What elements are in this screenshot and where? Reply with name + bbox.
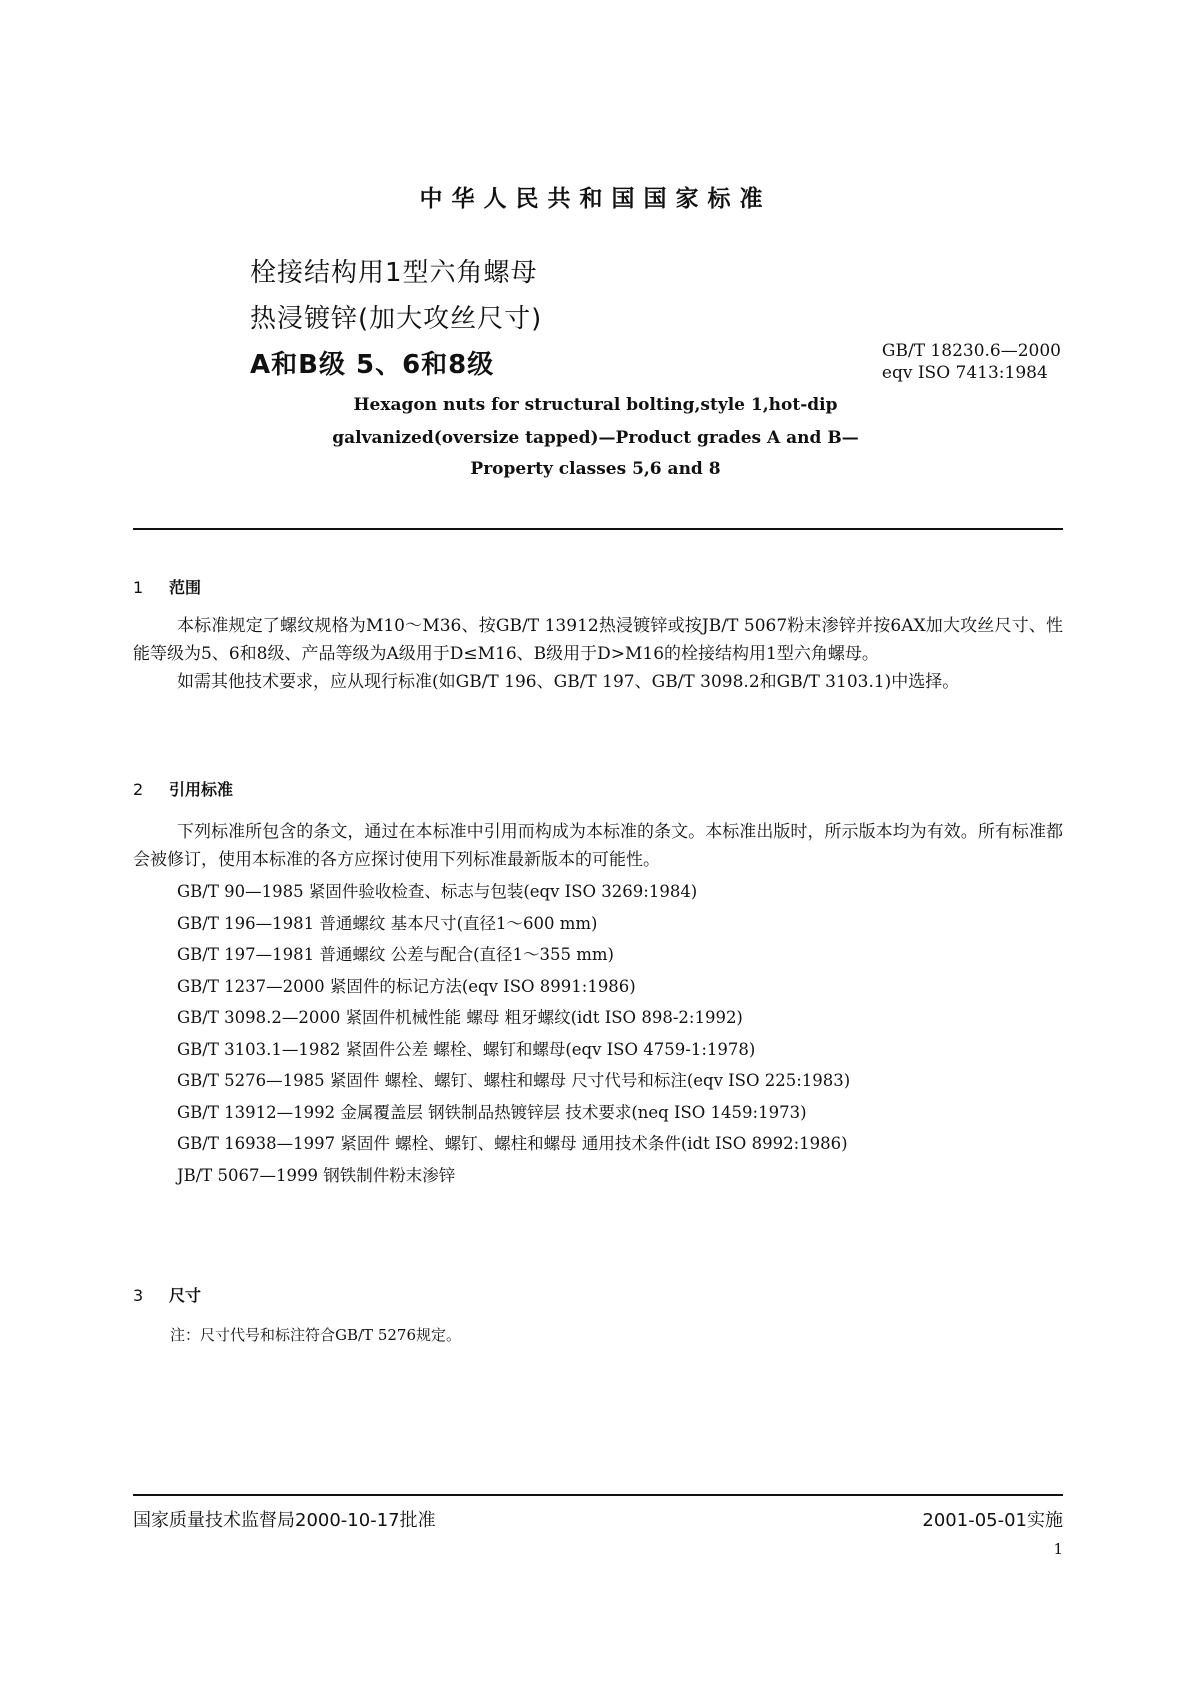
section-1-body [133,612,1063,696]
reference-item: GB/T 3103.1—1982 紧固件公差 螺栓、螺钉和螺母(eqv ISO 4759-1:1978) [177,1039,756,1059]
section-3-note: 注：尺寸代号和标注符合GB/T 5276规定。 [170,1326,462,1344]
section-1-paragraph-1: 本标准规定了螺纹规格为M10～M36、按GB/T 13912热浸镀锌或按JB/T 5067粉末渗锌并按6AX加大攻丝尺寸、性能等级为5、6和8级、产品等级为A级用于D≤M16、B级用于D>M16的栓接结构用1型六角螺母。 [133,616,1063,664]
approval-line: 国家质量技术监督局2000-10-17批准 [133,1510,436,1531]
reference-item: GB/T 90—1985 紧固件验收检查、标志与包装(eqv ISO 3269:1984) [177,882,698,901]
section-2-intro [133,818,1063,874]
title-zh-line3: A和B级 5、6和8级 [250,350,495,380]
title-en-line2: galvanized(oversize tapped)—Product grades A and B— [332,428,859,448]
section-2-heading [133,777,233,800]
national-standard-heading: 中华人民共和国国家标准 [419,186,772,212]
reference-item: GB/T 197—1981 普通螺纹 公差与配合(直径1～355 mm) [177,945,614,964]
reference-item: GB/T 16938—1997 紧固件 螺栓、螺钉、螺柱和螺母 通用技术条件(idt ISO 8992:1986) [177,1134,848,1153]
header-divider [133,528,1063,530]
standard-code-block [882,340,1061,384]
section-2-title: 引用标准 [169,780,234,799]
page-number: 1 [1053,1540,1063,1558]
reference-list [177,876,850,1191]
reference-item: GB/T 1237—2000 紧固件的标记方法(eqv ISO 8991:1986) [177,976,636,996]
section-3-number: 3 [133,1286,144,1305]
reference-item: GB/T 196—1981 普通螺纹 基本尺寸(直径1～600 mm) [177,913,598,933]
section-2-number: 2 [133,780,144,799]
reference-item: JB/T 5067—1999 钢铁制件粉末渗锌 [177,1165,456,1185]
footer-divider [133,1494,1063,1496]
title-en-line1: Hexagon nuts for structural bolting,style 1,hot-dip [353,395,838,415]
effective-date: 2001-05-01实施 [922,1510,1063,1531]
section-3-heading [133,1283,201,1306]
reference-item: GB/T 13912—1992 金属覆盖层 钢铁制品热镀锌层 技术要求(neq ISO 1459:1973) [177,1102,807,1122]
section-2-intro-text: 下列标准所包含的条文，通过在本标准中引用而构成为本标准的条文。本标准出版时，所示版本均为有效。所有标准都会被修订，使用本标准的各方应探讨使用下列标准最新版本的可能性。 [133,822,1063,870]
section-1-paragraph-2: 如需其他技术要求，应从现行标准(如GB/T 196、GB/T 197、GB/T 3098.2和GB/T 3103.1)中选择。 [177,672,960,692]
reference-item: GB/T 3098.2—2000 紧固件机械性能 螺母 粗牙螺纹(idt ISO 898-2:1992) [177,1008,743,1027]
title-en-line3: Property classes 5,6 and 8 [470,459,721,479]
section-1-heading [133,575,201,598]
title-zh-line2: 热浸镀锌(加大攻丝尺寸) [250,304,543,334]
title-zh-line1: 栓接结构用1型六角螺母 [250,258,538,288]
section-1-number: 1 [133,578,144,597]
reference-item: GB/T 5276—1985 紧固件 螺栓、螺钉、螺柱和螺母 尺寸代号和标注(eqv ISO 225:1983) [177,1071,851,1090]
standard-equivalence: eqv ISO 7413:1984 [881,363,1048,383]
section-3-title: 尺寸 [169,1286,202,1305]
section-1-title: 范围 [169,578,202,597]
standard-number: GB/T 18230.6—2000 [881,341,1061,361]
